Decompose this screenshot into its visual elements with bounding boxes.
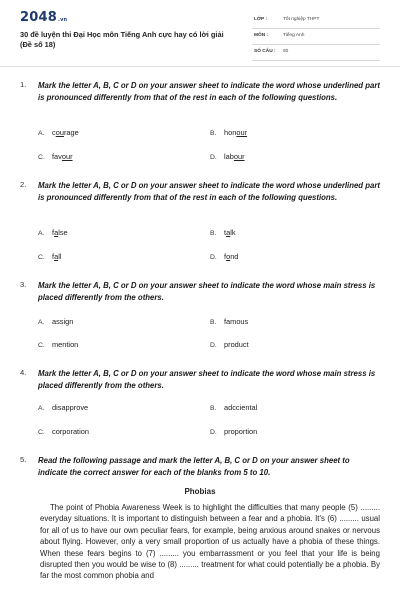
question-instruction: Mark the letter A, B, C or D on your answer sheet to indicate the word whose underlined part is pronounced differently from that of the rest in each of the following questions. xyxy=(38,181,380,202)
option-d[interactable] xyxy=(210,340,249,349)
option-letter: C. xyxy=(38,429,45,436)
option-letter: B. xyxy=(210,405,217,412)
option-b[interactable] xyxy=(210,403,257,412)
option-letter: A. xyxy=(38,405,45,412)
question-instruction: Mark the letter A, B, C or D on your answer sheet to indicate the word whose underlined part is pronounced differently from that of the rest in each of the following questions. xyxy=(38,81,380,102)
question-instruction: Read the following passage and mark the letter A, B, C or D on your answer sheet to indicate the correct answer for each of the blanks from 5 to 10. xyxy=(38,456,350,477)
question-number: 1. xyxy=(20,80,27,89)
passage-title: Phobias xyxy=(184,487,216,496)
option-c[interactable] xyxy=(38,427,89,436)
option-word: product xyxy=(224,340,249,349)
option-word: proportion xyxy=(224,427,258,436)
option-letter: C. xyxy=(38,154,45,161)
meta-label: MÔN : xyxy=(254,33,269,38)
question-instruction: Mark the letter A, B, C or D on your answer sheet to indicate the word whose main stress is placed differently from the others. xyxy=(38,369,376,390)
option-word: fond xyxy=(224,252,239,261)
option-letter: A. xyxy=(38,130,45,137)
option-word: famous xyxy=(224,317,249,326)
option-letter: C. xyxy=(38,254,45,261)
meta-row-count xyxy=(252,45,380,61)
meta-label: SỐ CÂU : xyxy=(254,49,276,54)
option-a[interactable] xyxy=(38,128,79,137)
option-letter: A. xyxy=(38,319,45,326)
option-letter: B. xyxy=(210,230,217,237)
document-header xyxy=(0,0,400,64)
option-word: corporation xyxy=(52,427,89,436)
option-c[interactable] xyxy=(38,152,73,161)
option-d[interactable] xyxy=(210,152,245,161)
question-instruction: Mark the letter A, B, C or D on your answer sheet to indicate the word whose main stress is placed differently from the others. xyxy=(38,281,376,302)
option-a[interactable] xyxy=(38,403,88,412)
option-a[interactable] xyxy=(38,317,73,326)
site-logo[interactable] xyxy=(20,10,67,25)
option-word: fall xyxy=(52,252,62,261)
question-number: 3. xyxy=(20,280,27,289)
option-b[interactable] xyxy=(210,228,236,237)
option-word: talk xyxy=(224,228,236,237)
option-letter: D. xyxy=(210,429,217,436)
question-number: 2. xyxy=(20,180,27,189)
option-word: labour xyxy=(224,152,245,161)
option-word: mention xyxy=(52,340,79,349)
option-b[interactable] xyxy=(210,317,248,326)
meta-value: Tốt nghiệp THPT xyxy=(283,17,320,22)
option-letter: D. xyxy=(210,342,217,349)
option-word: assign xyxy=(52,317,74,326)
meta-label: LỚP : xyxy=(254,17,268,22)
option-letter: D. xyxy=(210,254,217,261)
option-c[interactable] xyxy=(38,340,78,349)
option-d[interactable] xyxy=(210,427,257,436)
meta-table xyxy=(252,13,380,61)
option-letter: B. xyxy=(210,130,217,137)
header-divider xyxy=(0,66,400,67)
option-word: false xyxy=(52,228,68,237)
option-word: honour xyxy=(224,128,248,137)
meta-row-class xyxy=(252,13,380,29)
meta-value: 50 xyxy=(283,49,289,54)
option-word: favour xyxy=(52,152,73,161)
option-letter: C. xyxy=(38,342,45,349)
question-number: 4. xyxy=(20,368,27,377)
option-letter: D. xyxy=(210,154,217,161)
logo-main: 2048 xyxy=(20,10,57,25)
option-letter: A. xyxy=(38,230,45,237)
option-word: adcciental xyxy=(224,403,258,412)
question-number: 5. xyxy=(20,455,27,464)
passage-text: The point of Phobia Awareness Week is to highlight the difficulties that many people (5) ......... everyday situations. It is important to distinguish between a fear and a phobia. It's (6) ......... usual for all of us to have our own peculiar fears, for example, being anxious around snakes or nervous about flying. However, only a very small proportion of us actually have a phobia of these things. When these fears begins to (7) ......... you embarrassment or you feel that your life is being disrupted then you would be wise to (8) ......... treatment for what could potentially be a phobia. By far the most common phobia and xyxy=(40,503,380,581)
option-d[interactable] xyxy=(210,252,238,261)
option-letter: B. xyxy=(210,319,217,326)
option-word: courage xyxy=(52,128,79,137)
logo-sub: .vn xyxy=(57,17,68,23)
option-b[interactable] xyxy=(210,128,247,137)
option-word: disapprove xyxy=(52,403,89,412)
meta-value: Tiếng Anh xyxy=(283,33,305,38)
meta-row-subject xyxy=(252,29,380,45)
document-title: 30 đề luyện thi Đại Học môn Tiếng Anh cực hay có lời giải (Đề số 18) xyxy=(20,30,224,49)
option-c[interactable] xyxy=(38,252,61,261)
option-a[interactable] xyxy=(38,228,68,237)
